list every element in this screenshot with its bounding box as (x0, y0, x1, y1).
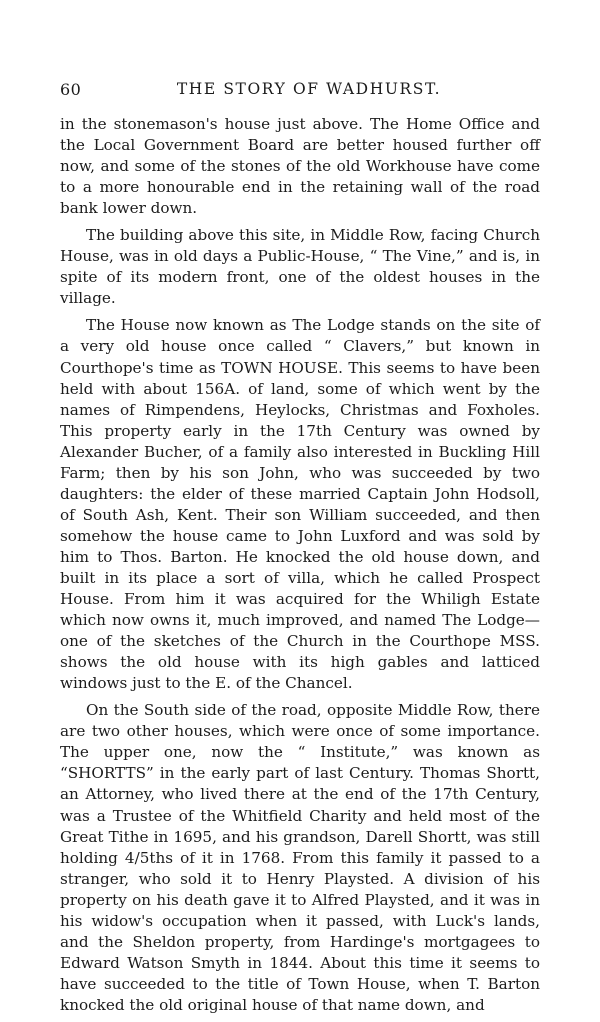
paragraph-4: On the South side of the road, opposite Middle Row, there are two other houses, which were once of some importance. The upper one, now the “ Institute,” was known as “SHORTTS” in the early part of last Century. Thomas Shortt, an Attorney, who lived there at the end of the 17th Century, was a Trustee of the Whitfield Charity and held most of the Great Tithe in 1695, and his grandson, Darell Shortt, was still holding 4/5ths of it in 1768. From this family it passed to a stranger, who sold it to Henry Playsted. A division of his property on his death gave it to Alfred Playsted, and it was in his widow's occupation when it passed, with Luck's lands, and the Sheldon property, from Hardinge's mortgagees to Edward Watson Smyth in 1844. About this time it seems to have succeeded to the title of Town House, when T. Barton knocked the old original house of that name down, and (60, 701, 540, 1014)
running-title: THE STORY OF WADHURST. (176, 80, 442, 98)
paragraph-2: The building above this site, in Middle Row, facing Church House, was in old days a Public-House, “ The Vine,” and is, in spite of its modern front, one of the oldest houses in the village. (60, 226, 540, 308)
paragraph-3: The House now known as The Lodge stands on the site of a very old house once called “ Clavers,” but known in Courthope's time as TOWN HOUSE. This seems to have been held with about 156A. of land, some of which went by the names of Rimpendens, Heylocks, Christmas and Foxholes. This property early in the 17th Century was owned by Alexander Bucher, of a family also interested in Buckling Hill Farm; then by his son John, who was succeeded by two daughters: the elder of these married Captain John Hodsoll, of South Ash, Kent. Their son William succeeded, and then somehow the house came to John Luxford and was sold by him to Thos. Barton. He knocked the old house down, and built in its place a sort of villa, which he called Prospect House. From him it was acquired for the Whiligh Estate which now owns it, much improved, and named The Lodge—one of the sketches of the Church in the Courthope MSS. shows the old house with its high gables and latticed windows just to the E. of the Chancel. (60, 316, 540, 693)
body-text (60, 114, 540, 1016)
page-number: 60 (60, 80, 82, 99)
running-head (60, 76, 540, 104)
book-page (60, 76, 540, 1022)
paragraph-1: in the stonemason's house just above. The Home Office and the Local Government Board are better housed further off now, and some of the stones of the old Workhouse have come to a more honourable end in the retaining wall of the road bank lower down. (60, 115, 540, 218)
